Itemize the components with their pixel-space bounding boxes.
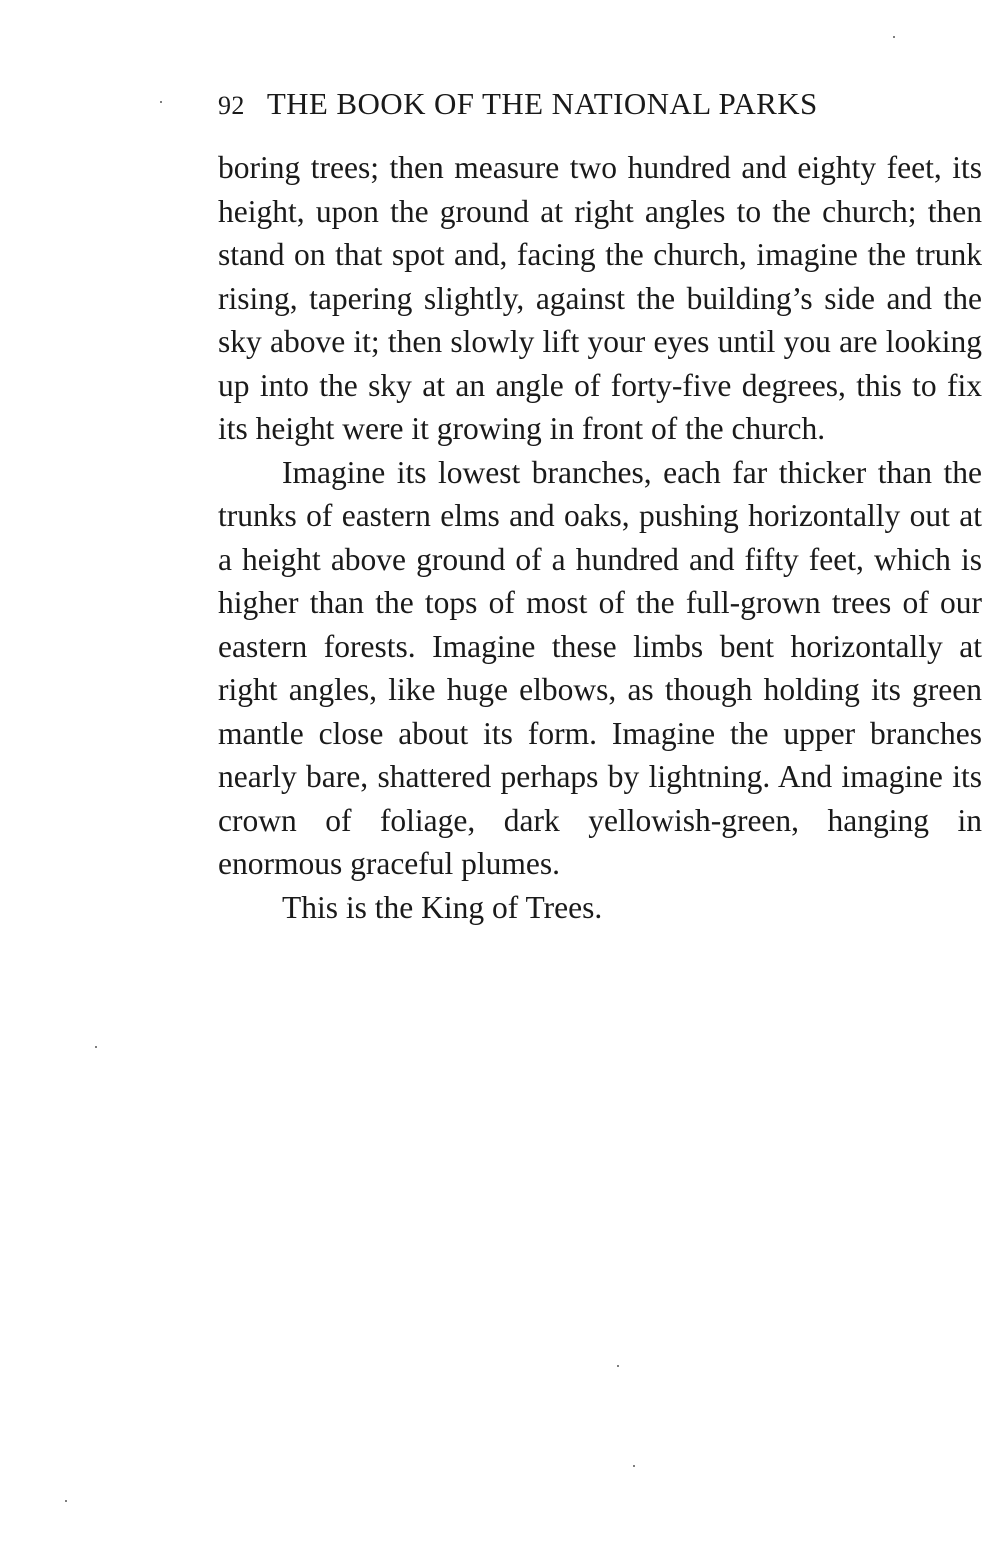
book-title: THE BOOK OF THE NATIONAL PARKS [266, 86, 818, 121]
paragraph-king-of-trees: This is the King of Trees. [282, 889, 603, 925]
scan-speck [160, 101, 162, 103]
paragraph-continued: boring trees; then measure two hundred and eighty feet, its height, upon the ground at right angles to the church; then stand on that spot and, facing the church, imagine the trunk rising, tapering slightly, against the building’s side and the sky above it; then slowly lift your eyes until you are looking up into the sky at an angle of forty-five degrees, this to fix its height were it growing in front of the church. [218, 150, 982, 446]
page-number: 92 [218, 91, 245, 120]
scan-speck [617, 1365, 619, 1367]
scan-speck [893, 36, 895, 38]
scan-speck [633, 1465, 635, 1467]
scan-speck [65, 1500, 67, 1502]
scan-speck [95, 1046, 97, 1048]
running-head [218, 86, 936, 132]
paragraph-branches: Imagine its lowest branches, each far thicker than the trunks of eastern elms and oaks, pushing horizontally out at a height above ground of a hundred and fifty feet, which is higher than the tops of most of the full-grown trees of our eastern forests. Imagine these limbs bent horizontally at right angles, like huge elbows, as though holding its green mantle close about its form. Imagine the upper branches nearly bare, shattered perhaps by lightning. And imagine its crown of foliage, dark yellowish-green, hanging in enormous graceful plumes. [218, 454, 982, 881]
body-text [218, 146, 982, 929]
